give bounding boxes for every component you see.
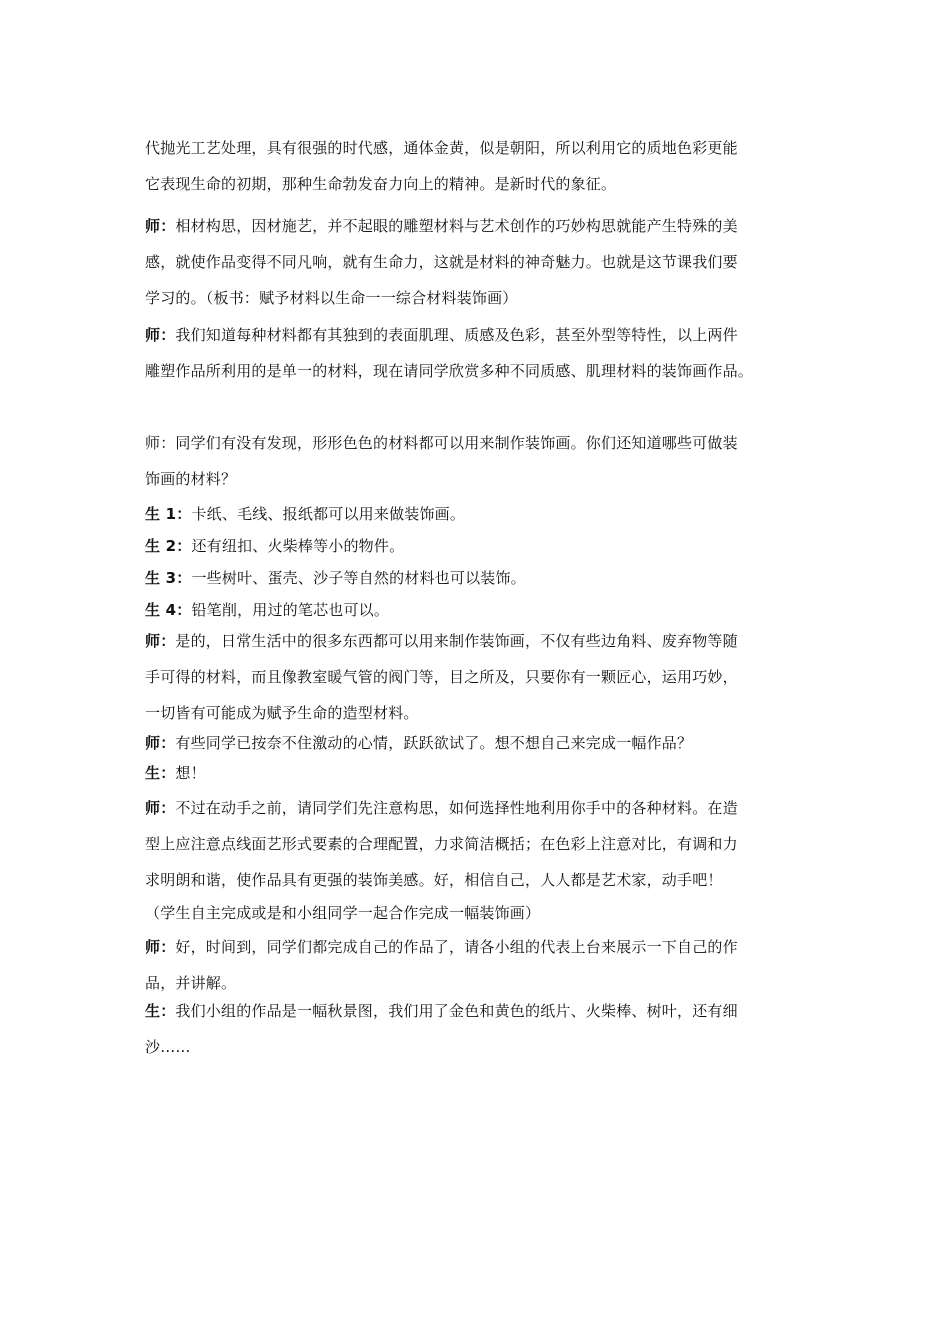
paragraph-6 bbox=[145, 530, 825, 562]
text-line: 雕塑作品所利用的是单一的材料，现在请同学欣赏多种不同质感、肌理材料的装饰画作品。 bbox=[145, 362, 754, 380]
text-line: 有些同学已按奈不住激动的心情，跃跃欲试了。想不想自己来完成一幅作品？ bbox=[175, 734, 693, 752]
speaker-label: 生 3： bbox=[145, 569, 192, 587]
speaker-label: 师： bbox=[145, 326, 176, 344]
speaker-label: 师： bbox=[145, 799, 176, 817]
text-line: 一些树叶、蛋壳、沙子等自然的材料也可以装饰。 bbox=[191, 569, 526, 587]
speaker-label: 师： bbox=[145, 938, 176, 956]
paragraph-4 bbox=[145, 425, 825, 497]
text-line: 想！ bbox=[175, 764, 206, 782]
paragraph-2 bbox=[145, 208, 825, 316]
paragraph-1 bbox=[145, 130, 825, 202]
speaker-label: 师： bbox=[145, 734, 176, 752]
paragraph-7 bbox=[145, 562, 825, 594]
dialogue-short bbox=[145, 728, 825, 788]
speaker-label: 生 4： bbox=[145, 601, 192, 619]
text-line: 手可得的材料，而且像教室暖气管的阀门等，目之所及，只要你有一颗匠心，运用巧妙， bbox=[145, 668, 738, 686]
speaker-label: 师： bbox=[145, 217, 176, 235]
paragraph-5 bbox=[145, 498, 825, 530]
paragraph-8 bbox=[145, 594, 825, 626]
paragraph-12 bbox=[145, 790, 825, 898]
paragraph-10 bbox=[145, 728, 825, 758]
text-line: 好，时间到，同学们都完成自己的作品了，请各小组的代表上台来展示一下自己的作 bbox=[175, 938, 738, 956]
speaker-label: 生： bbox=[145, 1002, 176, 1020]
text-line: 卡纸、毛线、报纸都可以用来做装饰画。 bbox=[191, 505, 466, 523]
text-line: 是的，日常生活中的很多东西都可以用来制作装饰画，不仅有些边角料、废弃物等随 bbox=[175, 632, 738, 650]
student-answers bbox=[145, 498, 825, 626]
paragraph-14 bbox=[145, 929, 825, 1001]
paragraph-13 bbox=[145, 898, 825, 928]
paragraph-9 bbox=[145, 623, 825, 731]
speaker-label: 生 1： bbox=[145, 505, 192, 523]
text-line: （学生自主完成或是和小组同学一起合作完成一幅装饰画） bbox=[145, 904, 541, 922]
text-line: 师：同学们有没有发现，形形色色的材料都可以用来制作装饰画。你们还知道哪些可做装 bbox=[145, 434, 738, 452]
text-line: 品，并讲解。 bbox=[145, 974, 237, 992]
paragraph-11 bbox=[145, 758, 825, 788]
text-line: 它表现生命的初期，那种生命勃发奋力向上的精神。是新时代的象征。 bbox=[145, 175, 617, 193]
text-line: 不过在动手之前，请同学们先注意构思，如何选择性地利用你手中的各种材料。在造 bbox=[175, 799, 738, 817]
text-line: 感，就使作品变得不同凡响，就有生命力，这就是材料的神奇魅力。也就是这节课我们要 bbox=[145, 253, 738, 271]
speaker-label: 生 2： bbox=[145, 537, 192, 555]
text-line: 还有纽扣、火柴棒等小的物件。 bbox=[191, 537, 405, 555]
text-line: 求明朗和谐，使作品具有更强的装饰美感。好，相信自己，人人都是艺术家，动手吧！ bbox=[145, 871, 723, 889]
text-line: 代抛光工艺处理，具有很强的时代感，通体金黄，似是朝阳，所以利用它的质地色彩更能 bbox=[145, 139, 738, 157]
text-line: 饰画的材料？ bbox=[145, 470, 237, 488]
text-line: 一切皆有可能成为赋予生命的造型材料。 bbox=[145, 704, 419, 722]
text-line: 铅笔削，用过的笔芯也可以。 bbox=[191, 601, 390, 619]
text-line: 相材构思，因材施艺，并不起眼的雕塑材料与艺术创作的巧妙构思就能产生特殊的美 bbox=[175, 217, 738, 235]
speaker-label: 师： bbox=[145, 632, 176, 650]
text-line: 型上应注意点线面艺形式要素的合理配置，力求简洁概括；在色彩上注意对比，有调和力 bbox=[145, 835, 738, 853]
text-line: 沙…… bbox=[145, 1038, 191, 1056]
text-line: 我们知道每种材料都有其独到的表面肌理、质感及色彩，甚至外型等特性，以上两件 bbox=[175, 326, 738, 344]
speaker-label: 生： bbox=[145, 764, 176, 782]
paragraph-3 bbox=[145, 317, 825, 389]
text-line: 我们小组的作品是一幅秋景图，我们用了金色和黄色的纸片、火柴棒、树叶，还有细 bbox=[175, 1002, 738, 1020]
paragraph-15 bbox=[145, 993, 825, 1065]
text-line: 学习的。（板书：赋予材料以生命一一综合材料装饰画） bbox=[145, 289, 518, 307]
